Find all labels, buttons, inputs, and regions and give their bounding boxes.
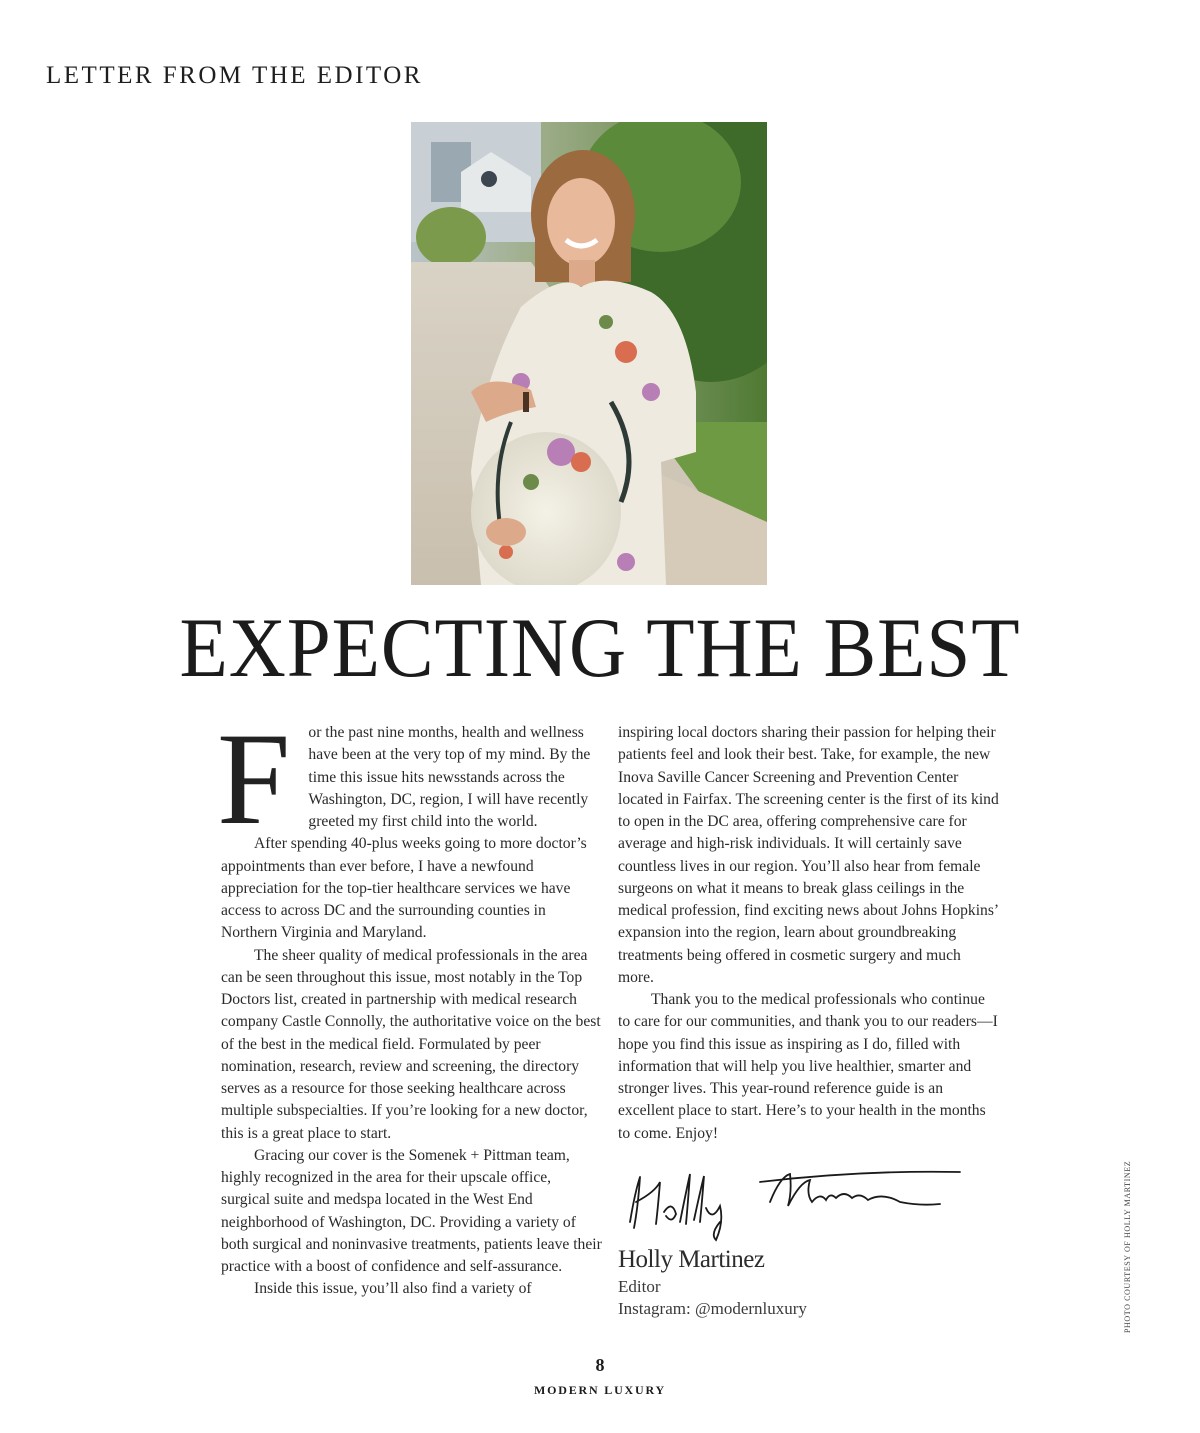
handwritten-signature bbox=[620, 1162, 970, 1242]
article-paragraph: F or the past nine months, health and wellness have been at the very top of my mind. By the time this issue hits newsstands across the Washington, DC, region, I will have recently greeted my first child into the world. bbox=[217, 705, 591, 852]
article-paragraph: After spending 40-plus weeks going to more doctor’s appointments than ever before, I have a newfound appreciation for the top-tier healthcare services we have access to across DC and the surrounding counties in Northern Virginia and Maryland. bbox=[221, 835, 587, 942]
photo-credit: PHOTO COURTESY OF HOLLY MARTINEZ bbox=[1123, 1160, 1132, 1333]
article-left-column bbox=[217, 705, 603, 1301]
drop-cap: F bbox=[217, 705, 291, 852]
footer-brand: MODERN LUXURY bbox=[534, 1383, 666, 1397]
editor-instagram: Instagram: @modernluxury bbox=[618, 1299, 807, 1318]
article-paragraph: inspiring local doctors sharing their passion for helping their patients feel and look their best. Take, for example, the new Inova Saville Cancer Screening and Prevention Center located in Fairfax. The screening center is the first of its kind to open in the DC area, offering comprehensive care for average and high-risk individuals. It will certainly save countless lives in our region. You’ll also hear from female surgeons on what it means to break glass ceilings in the medical profession, find exciting news about Johns Hopkins’ expansion into the region, learn about groundbreaking treatments being offered in cosmetic surgery and much more. bbox=[618, 724, 999, 986]
page-number: 8 bbox=[595, 1355, 605, 1375]
article-paragraph: Gracing our cover is the Somenek + Pittman team, highly recognized in the area for their upscale office, surgical suite and medspa located in the West End neighborhood of Washington, DC. Providing a variety of both surgical and noninvasive treatments, patients leave their practice with a boost of confidence and self-assurance. bbox=[221, 1146, 602, 1275]
editor-name: Holly Martinez bbox=[618, 1246, 765, 1273]
article-right-column bbox=[618, 722, 1000, 1145]
article-paragraph: Inside this issue, you’ll also find a variety of bbox=[254, 1280, 532, 1298]
editor-title: Editor bbox=[618, 1277, 661, 1296]
article-headline: EXPECTING THE BEST bbox=[179, 601, 1021, 695]
editor-portrait-photo bbox=[411, 122, 767, 585]
section-label: LETTER FROM THE EDITOR bbox=[46, 62, 423, 89]
article-paragraph: Thank you to the medical professionals who continue to care for our communities, and thank you to our readers—I hope you find this issue as inspiring as I do, filled with information that will help you live healthier, smarter and stronger lives. This year-round reference guide is an excellent place to start. Here’s to your health in the months to come. Enjoy! bbox=[618, 991, 998, 1142]
article-paragraph: The sheer quality of medical professionals in the area can be seen throughout this issue, most notably in the Top Doctors list, created in partnership with medical research company Castle Connolly, the authoritative voice on the best of the best in the medical field. Formulated by peer nomination, research, review and screening, the directory serves as a resource for those seeking healthcare across multiple subspecialties. If you’re looking for a new doctor, this is a great place to start. bbox=[221, 946, 601, 1142]
editor-portrait-illustration bbox=[411, 122, 767, 585]
